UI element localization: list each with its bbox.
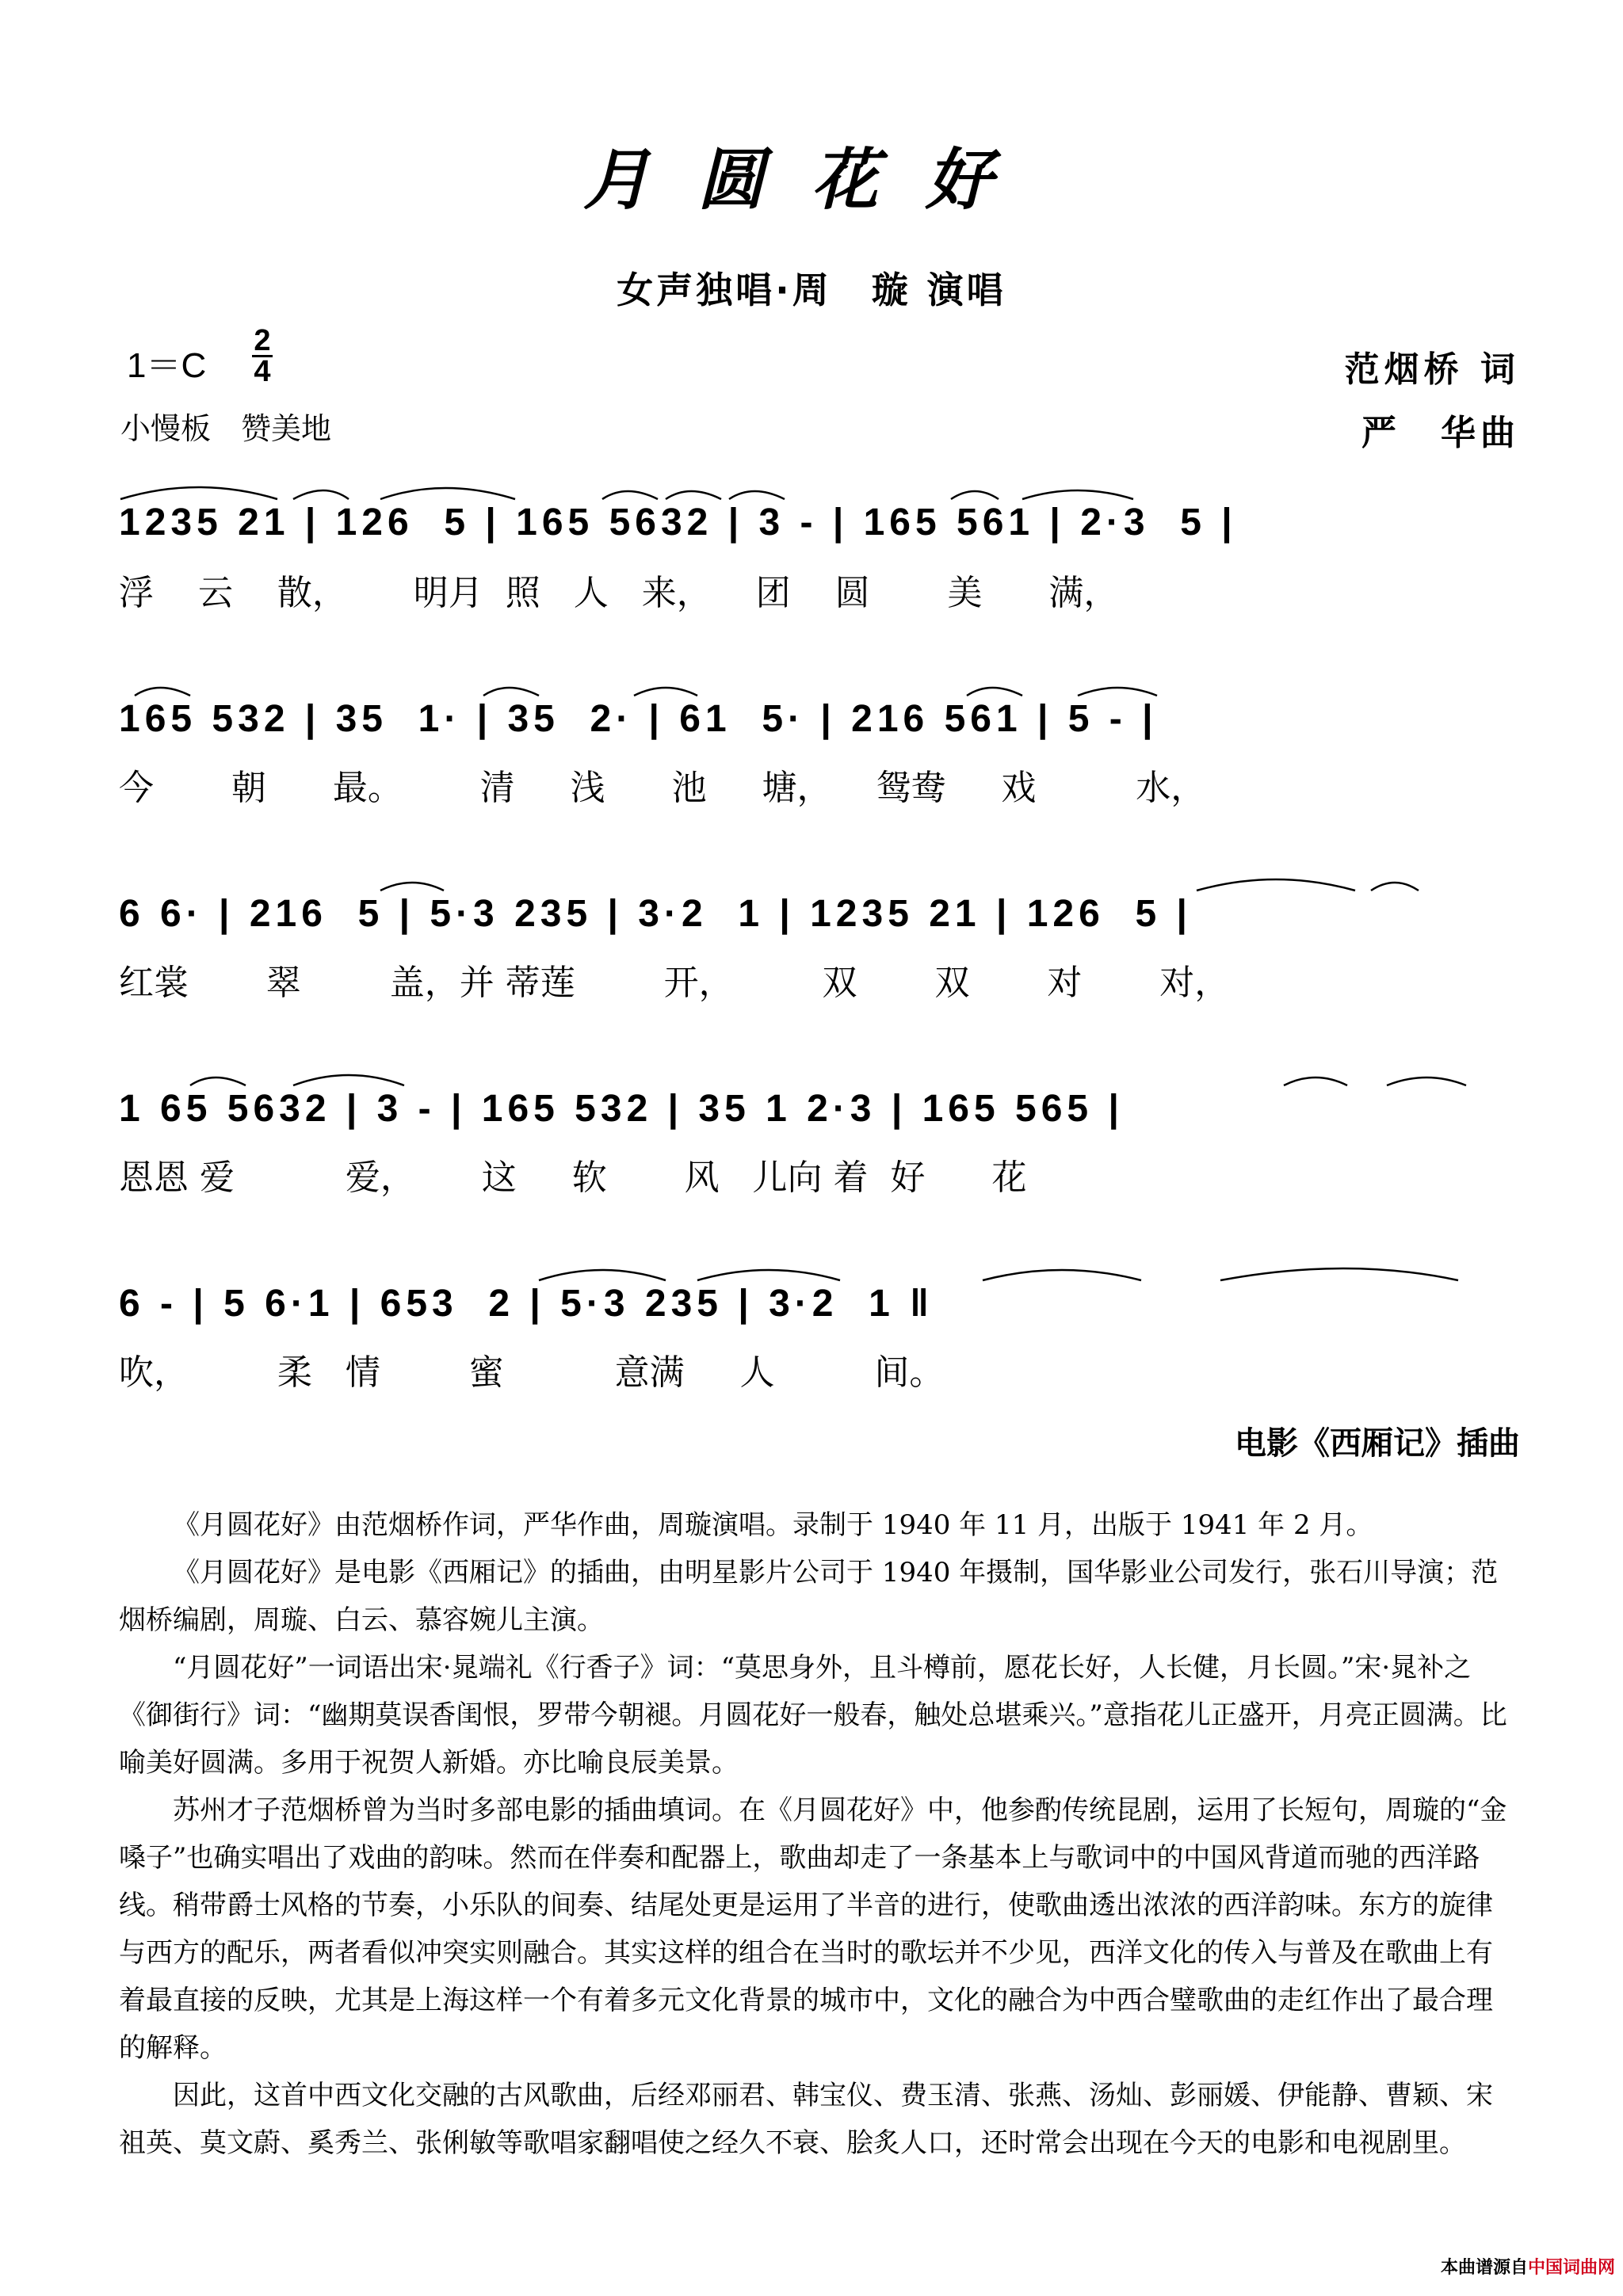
slur (1022, 490, 1133, 499)
time-signature-bottom: 4 (254, 355, 271, 388)
slur (1371, 883, 1419, 891)
film-note: 电影《西厢记》插曲 (1235, 1425, 1520, 1462)
slur (666, 491, 721, 499)
score-line-4-notes: 1 65 5632 | 3 - | 165 532 | 35 1 2·3 | 165 565 | (119, 1088, 1124, 1130)
composer-credit: 严 华曲 (1361, 413, 1520, 453)
song-title: 月圆花好 (582, 140, 1040, 219)
slur (293, 1075, 404, 1085)
slur (729, 491, 785, 499)
slur (1220, 1268, 1458, 1280)
paragraph-2: 《月圆花好》是电影《西厢记》的插曲，由明星影片公司于 1940 年摄制，国华影业公司发行，张石川导演；范烟桥编剧，周璇、白云、慕容婉儿主演。 (119, 1557, 1499, 1636)
tempo-marking: 小慢板 赞美地 (120, 411, 332, 446)
slur (539, 1270, 666, 1280)
slur (483, 688, 539, 696)
score-line-1-lyrics: 浮 云 散， 明月 照 人 来， 团 圆 美 满， (119, 573, 1119, 613)
time-signature-top: 2 (254, 324, 271, 357)
slur (967, 688, 1022, 696)
score-line-4-lyrics: 恩恩 爱 爱， 这 软 风 儿向 着 好 花 (119, 1158, 1027, 1198)
paragraph-4: 苏州才子范烟桥曾为当时多部电影的插曲填词。在《月圆花好》中，他参酌传统昆剧，运用了长短句，周璇的“金嗓子”也确实唱出了戏曲的韵味。然而在伴奏和配器上，歌曲却走了一条基本上与歌词中的中国风背道而驰的西洋路线。稍带爵士风格的节奏，小乐队的间奏、结尾处更是运用了半音的进行，使歌曲透出浓浓的西洋韵味。东方的旋律与西方的配乐，两者看似冲突实则融合。其实这样的组合在当时的歌坛并不少见，西洋文化的传入与普及在歌曲上有着最直接的反映，尤其是上海这样一个有着多元文化背景的城市中，文化的融合为中西合璧歌曲的走红作出了最合理的解释。 (119, 1794, 1507, 2064)
score-line-3-lyrics: 红裳 翠 盖，并 蒂莲 开， 双 双 对 对， (119, 963, 1230, 1003)
paragraph-5: 因此，这首中西文化交融的古风歌曲，后经邓丽君、韩宝仪、费玉清、张燕、汤灿、彭丽媛、伊能静、曹颖、宋祖英、莫文蔚、奚秀兰、张俐敏等歌唱家翻唱使之经久不衰、脍炙人口，还时常会出现在今天的电影和电视剧里。 (119, 2080, 1493, 2159)
slur (1197, 879, 1355, 891)
slur (697, 1270, 840, 1280)
score-line-5-lyrics: 吹， 柔 情 蜜 意满 人 间。 (119, 1352, 945, 1393)
score-line-3-notes: 6 6· | 216 5 | 5·3 235 | 3·2 1 | 1235 21 | 126 5 | (119, 893, 1192, 935)
slur (983, 1270, 1141, 1280)
slur (602, 491, 658, 499)
score-line-5-notes: 6 - | 5 6·1 | 653 2 | 5·3 235 | 3·2 1 ‖ (119, 1283, 934, 1325)
footer-site-link[interactable]: 中国词曲网 (1527, 2258, 1615, 2278)
slur (1387, 1077, 1466, 1085)
paragraph-3: “月圆花好”一词语出宋·晁端礼《行香子》词：“莫思身外，且斗樽前，愿花长好，人长健，月长圆。”宋·晁补之《御街行》词：“幽期莫误香闺恨，罗带今朝褪。月圆花好一般春，触处总堪乘兴。”意指花儿正盛开，月亮正圆满。比喻美好圆满。多用于祝贺人新婚。亦比喻良辰美景。 (119, 1652, 1507, 1779)
slur (1284, 1077, 1347, 1085)
slur (951, 491, 999, 499)
slur (293, 490, 349, 499)
slur (380, 883, 444, 891)
slur (1078, 688, 1157, 696)
score-line-2-notes: 165 532 | 35 1· | 35 2· | 61 5· | 216 561 | 5 - | (119, 698, 1158, 740)
slur (634, 688, 697, 696)
time-signature (252, 326, 273, 386)
slur (120, 487, 277, 499)
score-line-2-lyrics: 今 朝 最。 清 浅 池 塘， 鸳鸯 戏 水， (119, 768, 1206, 808)
lyricist-credit: 范烟桥 词 (1344, 349, 1520, 390)
key-signature: 1＝C (127, 346, 207, 385)
slur (190, 1077, 246, 1085)
slur (380, 488, 515, 499)
song-subtitle: 女声独唱·周 璇 演唱 (617, 269, 1006, 311)
paragraph-1: 《月圆花好》由范烟桥作词，严华作曲，周璇演唱。录制于 1940 年 11 月，出版于 1941 年 2 月。 (173, 1509, 1373, 1541)
footer-source: 本曲谱源自 (1440, 2258, 1528, 2278)
slur-marks (111, 475, 1522, 1299)
slur (135, 688, 190, 696)
score-line-1-notes: 1235 21 | 126 5 | 165 5632 | 3 - | 165 561 | 2·3 5 | (119, 502, 1237, 543)
